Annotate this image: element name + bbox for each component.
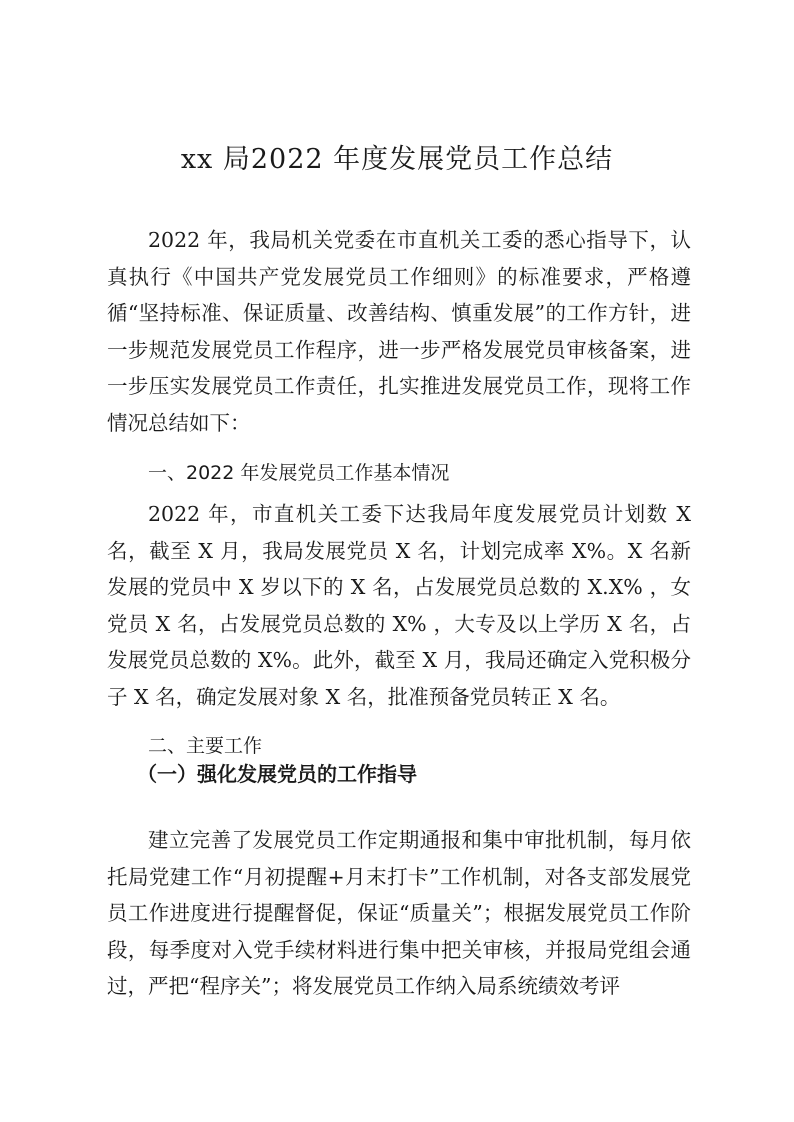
guidance-paragraph: 建立完善了发展党员工作定期通报和集中审批机制，每月依托局党建工作“月初提醒+月末打卡”工作机制，对各支部发展党员工作进度进行提醒督促，保证“质量关”；根据发展党员工作阶段，每季度对入党手续材料进行集中把关审核，并报局党组会通过，严把“程序关”；将发展党员工作纳入局系统绩效考评 — [107, 828, 691, 998]
section-heading-main-work: 二、主要工作 — [148, 735, 263, 757]
basic-info-paragraph: 2022 年，市直机关工委下达我局年度发展党员计划数 X 名，截至 X 月，我局发展党员 X 名，计划完成率 X%。X 名新发展的党员中 X 岁以下的 X 名，占发展党员总数的 X.X% ，女党员 X 名，占发展党员总数的 X% ，大专及以上学历 X 名，占发展党员总数的 X%。此外，截至 X 月，我局还确定入党积极分子 X 名，确定发展对象 X 名，批准预备党员转正 X 名。 — [107, 502, 691, 709]
subsection-heading-guidance: （一）强化发展党员的工作指导 — [137, 762, 417, 786]
intro-paragraph: 2022 年，我局机关党委在市直机关工委的悉心指导下，认真执行《中国共产党发展党员工作细则》的标准要求，严格遵循“坚持标准、保证质量、改善结构、慎重发展”的工作方针，进一步规范发展党员工作程序，进一步严格发展党员审核备案，进一步压实发展党员工作责任，扎实推进发展党员工作，现将工作情况总结如下： — [107, 228, 691, 435]
document-title: xx 局2022 年度发展党员工作总结 — [180, 144, 614, 175]
section-heading-basic-info: 一、2022 年发展党员工作基本情况 — [148, 462, 450, 484]
